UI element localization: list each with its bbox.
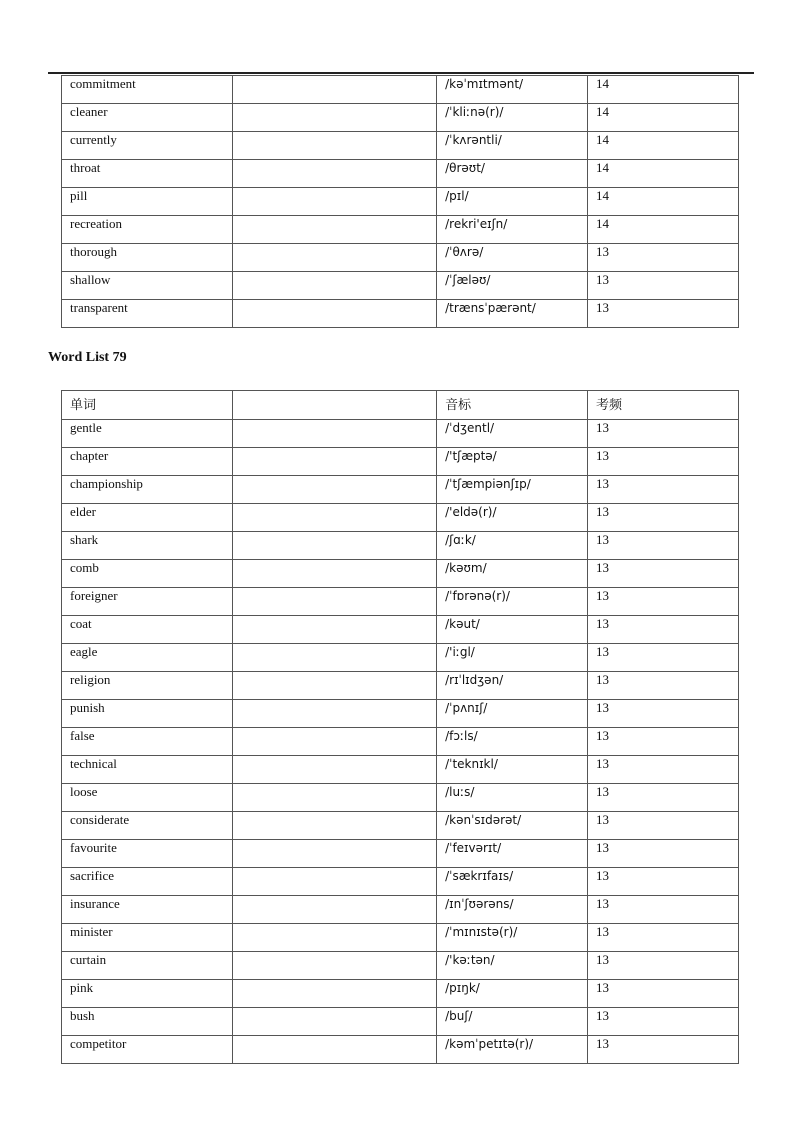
word-cell: eagle [62, 644, 233, 672]
header-frequency: 考频 [588, 391, 739, 420]
frequency-cell: 14 [588, 188, 739, 216]
word-cell: foreigner [62, 588, 233, 616]
table-row [62, 300, 739, 328]
frequency-cell: 13 [588, 420, 739, 448]
frequency-cell: 13 [588, 476, 739, 504]
phonetic-cell: /luːs/ [437, 784, 588, 812]
table-row [62, 728, 739, 756]
phonetic-cell: /kəʊm/ [437, 560, 588, 588]
frequency-cell: 13 [588, 560, 739, 588]
table-row [62, 672, 739, 700]
word-cell: sacrifice [62, 868, 233, 896]
word-cell: transparent [62, 300, 233, 328]
frequency-cell: 13 [588, 868, 739, 896]
word-cell: commitment [62, 76, 233, 104]
note-cell [232, 952, 436, 980]
note-cell [232, 272, 436, 300]
word-table-continued-body [62, 76, 739, 328]
table-row [62, 420, 739, 448]
note-cell [232, 504, 436, 532]
header-note [232, 391, 436, 420]
phonetic-cell: /ˈkliːnə(r)/ [437, 104, 588, 132]
phonetic-cell: /pɪl/ [437, 188, 588, 216]
phonetic-cell: /buʃ/ [437, 1008, 588, 1036]
frequency-cell: 13 [588, 756, 739, 784]
table-row [62, 272, 739, 300]
word-cell: bush [62, 1008, 233, 1036]
table-row [62, 980, 739, 1008]
frequency-cell: 13 [588, 812, 739, 840]
note-cell [232, 216, 436, 244]
note-cell [232, 840, 436, 868]
phonetic-cell: /ˈsækrɪfaɪs/ [437, 868, 588, 896]
table-row [62, 132, 739, 160]
phonetic-cell: /ˈpʌnɪʃ/ [437, 700, 588, 728]
word-cell: curtain [62, 952, 233, 980]
phonetic-cell: /ˈteknɪkl/ [437, 756, 588, 784]
note-cell [232, 980, 436, 1008]
frequency-cell: 13 [588, 784, 739, 812]
word-list-79-table [61, 390, 739, 1064]
phonetic-cell: /kəmˈpetɪtə(r)/ [437, 1036, 588, 1064]
word-cell: gentle [62, 420, 233, 448]
note-cell [232, 160, 436, 188]
word-cell: technical [62, 756, 233, 784]
phonetic-cell: /trænsˈpærənt/ [437, 300, 588, 328]
table-row [62, 868, 739, 896]
word-cell: coat [62, 616, 233, 644]
word-cell: false [62, 728, 233, 756]
note-cell [232, 476, 436, 504]
note-cell [232, 728, 436, 756]
frequency-cell: 13 [588, 616, 739, 644]
table-row [62, 896, 739, 924]
note-cell [232, 76, 436, 104]
frequency-cell: 13 [588, 728, 739, 756]
word-cell: recreation [62, 216, 233, 244]
note-cell [232, 532, 436, 560]
word-cell: punish [62, 700, 233, 728]
word-cell: loose [62, 784, 233, 812]
word-cell: minister [62, 924, 233, 952]
table-row [62, 1008, 739, 1036]
table-row [62, 812, 739, 840]
frequency-cell: 14 [588, 132, 739, 160]
table-row [62, 588, 739, 616]
word-list-heading: Word List 79 [48, 350, 127, 365]
phonetic-cell: /ʃɑːk/ [437, 532, 588, 560]
phonetic-cell: /ɪnˈʃʊərəns/ [437, 896, 588, 924]
phonetic-cell: /kəut/ [437, 616, 588, 644]
table-row [62, 840, 739, 868]
note-cell [232, 1008, 436, 1036]
word-cell: championship [62, 476, 233, 504]
table-row [62, 188, 739, 216]
note-cell [232, 756, 436, 784]
frequency-cell: 13 [588, 1036, 739, 1064]
word-cell: cleaner [62, 104, 233, 132]
note-cell [232, 300, 436, 328]
table-row [62, 560, 739, 588]
table-row [62, 216, 739, 244]
phonetic-cell: /fɔːls/ [437, 728, 588, 756]
phonetic-cell: /'tʃæptə/ [437, 448, 588, 476]
word-cell: religion [62, 672, 233, 700]
frequency-cell: 13 [588, 504, 739, 532]
table-row [62, 160, 739, 188]
word-cell: favourite [62, 840, 233, 868]
frequency-cell: 13 [588, 924, 739, 952]
table-row [62, 616, 739, 644]
word-cell: shallow [62, 272, 233, 300]
frequency-cell: 13 [588, 952, 739, 980]
note-cell [232, 672, 436, 700]
phonetic-cell: /ˈmɪnɪstə(r)/ [437, 924, 588, 952]
table-row [62, 644, 739, 672]
note-cell [232, 1036, 436, 1064]
note-cell [232, 812, 436, 840]
header-phonetic: 音标 [437, 391, 588, 420]
table-row [62, 952, 739, 980]
phonetic-cell: /'eldə(r)/ [437, 504, 588, 532]
note-cell [232, 588, 436, 616]
note-cell [232, 104, 436, 132]
word-cell: competitor [62, 1036, 233, 1064]
frequency-cell: 14 [588, 104, 739, 132]
word-cell: currently [62, 132, 233, 160]
frequency-cell: 13 [588, 672, 739, 700]
note-cell [232, 784, 436, 812]
phonetic-cell: /'iːgl/ [437, 644, 588, 672]
frequency-cell: 13 [588, 300, 739, 328]
frequency-cell: 13 [588, 532, 739, 560]
note-cell [232, 244, 436, 272]
frequency-cell: 13 [588, 588, 739, 616]
frequency-cell: 13 [588, 272, 739, 300]
note-cell [232, 448, 436, 476]
phonetic-cell: /'kəːtən/ [437, 952, 588, 980]
frequency-cell: 13 [588, 644, 739, 672]
table-row [62, 476, 739, 504]
table-row [62, 784, 739, 812]
word-cell: shark [62, 532, 233, 560]
word-table-continued [61, 75, 739, 328]
note-cell [232, 700, 436, 728]
phonetic-cell: /ˈθʌrə/ [437, 244, 588, 272]
table-row [62, 924, 739, 952]
table-row [62, 448, 739, 476]
word-cell: insurance [62, 896, 233, 924]
phonetic-cell: /θrəʊt/ [437, 160, 588, 188]
page-top-rule [48, 72, 754, 74]
frequency-cell: 13 [588, 840, 739, 868]
note-cell [232, 132, 436, 160]
note-cell [232, 644, 436, 672]
phonetic-cell: /ˈfeɪvərɪt/ [437, 840, 588, 868]
note-cell [232, 188, 436, 216]
table-row [62, 756, 739, 784]
phonetic-cell: /ˈkʌrəntli/ [437, 132, 588, 160]
table-row [62, 104, 739, 132]
header-word: 单词 [62, 391, 233, 420]
word-cell: pill [62, 188, 233, 216]
note-cell [232, 616, 436, 644]
phonetic-cell: /pɪŋk/ [437, 980, 588, 1008]
table-header-row [62, 391, 739, 420]
table-row [62, 700, 739, 728]
word-cell: pink [62, 980, 233, 1008]
word-cell: elder [62, 504, 233, 532]
phonetic-cell: /kənˈsɪdərət/ [437, 812, 588, 840]
table-row [62, 1036, 739, 1064]
note-cell [232, 924, 436, 952]
phonetic-cell: /kəˈmɪtmənt/ [437, 76, 588, 104]
table-row [62, 504, 739, 532]
table-row [62, 76, 739, 104]
frequency-cell: 13 [588, 980, 739, 1008]
note-cell [232, 560, 436, 588]
note-cell [232, 420, 436, 448]
word-cell: thorough [62, 244, 233, 272]
phonetic-cell: /rekri'eɪʃn/ [437, 216, 588, 244]
phonetic-cell: /ˈtʃæmpiənʃɪp/ [437, 476, 588, 504]
note-cell [232, 896, 436, 924]
frequency-cell: 13 [588, 700, 739, 728]
word-cell: chapter [62, 448, 233, 476]
phonetic-cell: /rɪˈlɪdʒən/ [437, 672, 588, 700]
table-row [62, 244, 739, 272]
note-cell [232, 868, 436, 896]
table-row [62, 532, 739, 560]
frequency-cell: 13 [588, 244, 739, 272]
word-cell: comb [62, 560, 233, 588]
phonetic-cell: /ˈʃæləʊ/ [437, 272, 588, 300]
frequency-cell: 13 [588, 448, 739, 476]
word-list-79-table-body [62, 391, 739, 1064]
frequency-cell: 14 [588, 160, 739, 188]
phonetic-cell: /ˈdʒentl/ [437, 420, 588, 448]
frequency-cell: 14 [588, 76, 739, 104]
phonetic-cell: /ˈfɒrənə(r)/ [437, 588, 588, 616]
frequency-cell: 13 [588, 896, 739, 924]
frequency-cell: 14 [588, 216, 739, 244]
word-cell: considerate [62, 812, 233, 840]
word-cell: throat [62, 160, 233, 188]
frequency-cell: 13 [588, 1008, 739, 1036]
